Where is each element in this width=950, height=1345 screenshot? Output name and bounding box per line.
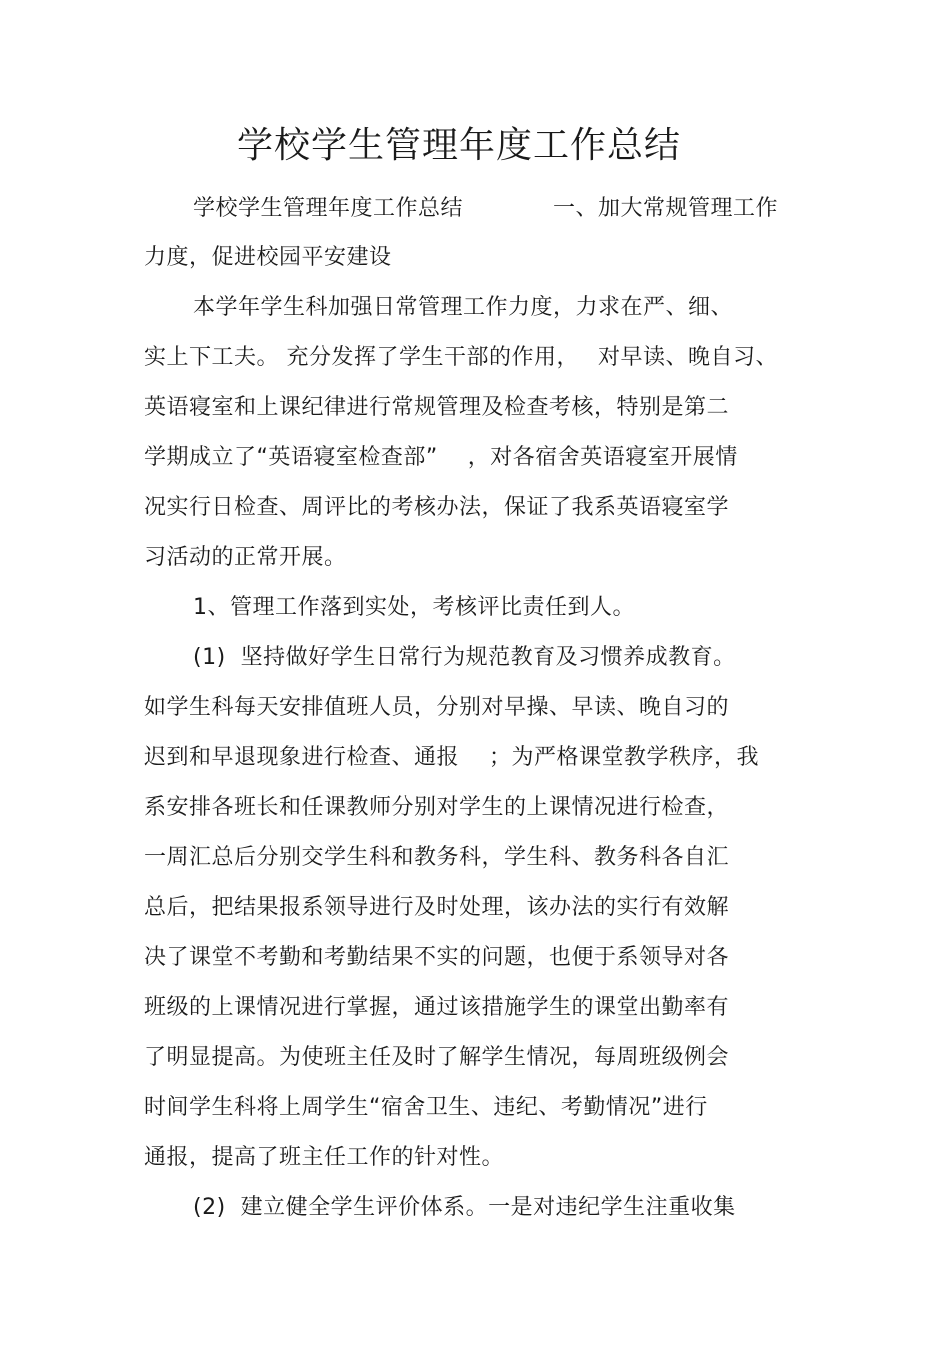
text-line: 班级的上课情况进行掌握，通过该措施学生的课堂出勤率有 bbox=[144, 995, 730, 1020]
text-line: 习活动的正常开展。 bbox=[144, 545, 347, 570]
document-title: 学校学生管理年度工作总结 bbox=[236, 125, 681, 166]
text-line: 实上下工夫。 充分发挥了学生干部的作用， 对早读、晚自习、 bbox=[144, 345, 778, 370]
text-line: 本学年学生科加强日常管理工作力度，力求在严、细、 bbox=[193, 295, 734, 320]
text-line: 学期成立了“英语寝室检查部” ，对各宿舍英语寝室开展情 bbox=[144, 445, 738, 470]
text-line: 时间学生科将上周学生“宿舍卫生、违纪、考勤情况”进行 bbox=[144, 1095, 708, 1120]
text-line: 迟到和早退现象进行检查、通报 ；为严格课堂教学秩序，我 bbox=[144, 745, 759, 770]
text-line: 总后，把结果报系领导进行及时处理，该办法的实行有效解 bbox=[144, 895, 730, 920]
text-line: (1) 坚持做好学生日常行为规范教育及习惯养成教育。 bbox=[193, 645, 736, 670]
text-line: 系安排各班长和任课教师分别对学生的上课情况进行检查， bbox=[144, 795, 730, 820]
text-line: 一周汇总后分别交学生科和教务科，学生科、教务科各自汇 bbox=[144, 845, 730, 870]
text-line: (2) 建立健全学生评价体系。一是对违纪学生注重收集 bbox=[193, 1195, 736, 1220]
text-line: 1、管理工作落到实处，考核评比责任到人。 bbox=[193, 595, 635, 620]
text-line: 决了课堂不考勤和考勤结果不实的问题，也便于系领导对各 bbox=[144, 945, 730, 970]
text-line: 力度，促进校园平安建设 bbox=[144, 245, 392, 270]
text-line: 了明显提高。为使班主任及时了解学生情况，每周班级例会 bbox=[144, 1045, 730, 1070]
text-line: 如学生科每天安排值班人员，分别对早操、早读、晚自习的 bbox=[144, 695, 730, 720]
text-line: 学校学生管理年度工作总结 一、加大常规管理工作 bbox=[193, 196, 779, 221]
text-line: 通报，提高了班主任工作的针对性。 bbox=[144, 1145, 505, 1170]
text-line: 况实行日检查、周评比的考核办法，保证了我系英语寝室学 bbox=[144, 495, 730, 520]
text-line: 英语寝室和上课纪律进行常规管理及检查考核，特别是第二 bbox=[144, 395, 730, 420]
